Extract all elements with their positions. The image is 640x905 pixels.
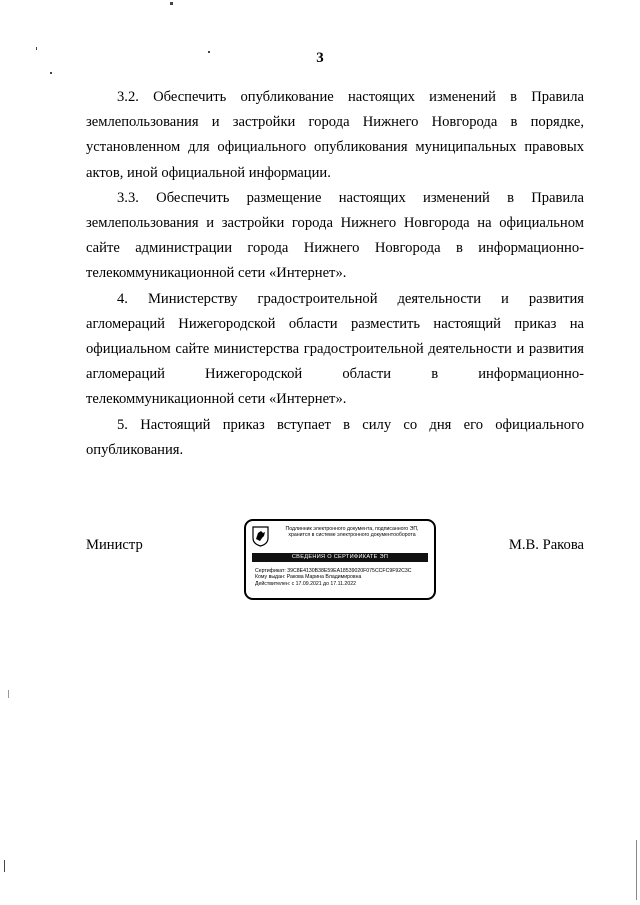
scan-edge-mark — [8, 690, 9, 698]
document-body — [86, 85, 584, 463]
stamp-note-line-2: хранится в системе электронного документооборота — [288, 532, 416, 539]
scan-speck — [50, 72, 52, 74]
stamp-certificate: Сертификат: 39C8E4130B38E59EA18539020F075CCFC9F92C3C — [255, 568, 412, 574]
scan-speck — [170, 2, 173, 5]
stamp-validity: Действителен: с 17.09.2021 до 17.11.2022 — [255, 580, 356, 587]
stamp-header: СВЕДЕНИЯ О СЕРТИФИКАТЕ ЭП — [252, 553, 428, 562]
stamp-note — [272, 526, 432, 539]
page-number: 3 — [316, 50, 324, 66]
electronic-signature-stamp — [244, 519, 436, 600]
paragraph-4: 4. Министерству градостроительной деятельности и развития агломераций Нижегородской области разместить настоящий приказ на официальном сайте министерства градостроительной деятельности и развития агломераций Нижегородской области в информационно-телекоммуникационной сети «Интернет». — [86, 290, 584, 408]
stamp-details — [255, 568, 431, 587]
coat-of-arms-icon — [252, 526, 269, 547]
stamp-note-line-1: Подлинник электронного документа, подписанного ЭП, — [285, 526, 419, 532]
scan-speck — [36, 47, 37, 50]
paragraph-5: 5. Настоящий приказ вступает в силу со дня его официального опубликования. — [86, 416, 584, 458]
signer-position: Министр — [86, 537, 143, 553]
paragraph-3-2: 3.2. Обеспечить опубликование настоящих изменений в Правила землепользования и застройки города Нижнего Новгорода в порядке, установленном для официального опубликования муниципальных правовых актов, иной официальной информации. — [86, 89, 584, 181]
signer-name: М.В. Ракова — [508, 537, 584, 553]
scan-edge-mark — [636, 840, 637, 900]
stamp-issued-to: Кому выдан: Ракова Марина Владимировна — [255, 574, 362, 581]
paragraph-3-3: 3.3. Обеспечить размещение настоящих изменений в Правила землепользования и застройки города Нижнего Новгорода на официальном сайте администрации города Нижнего Новгорода в информационно-телекоммуникационной сети «Интернет». — [86, 189, 584, 282]
scan-edge-mark — [4, 860, 5, 872]
scan-speck — [208, 51, 210, 53]
